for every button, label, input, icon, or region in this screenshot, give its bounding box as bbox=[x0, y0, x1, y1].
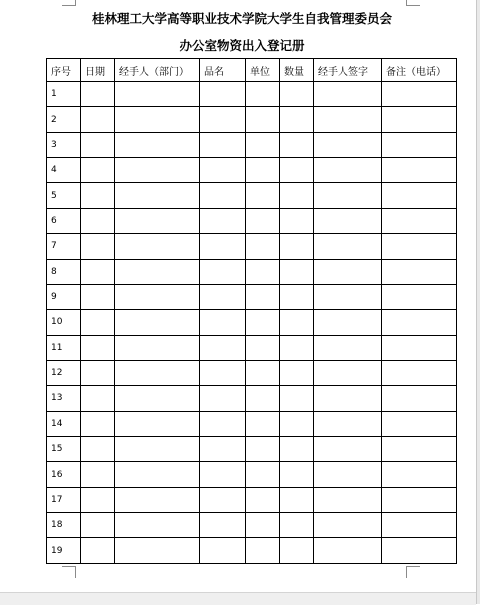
empty-cell bbox=[246, 386, 280, 411]
row-number: 15 bbox=[47, 437, 81, 462]
table-row bbox=[47, 513, 457, 538]
empty-cell bbox=[280, 462, 314, 487]
column-header: 数量 bbox=[280, 59, 314, 82]
empty-cell bbox=[314, 158, 382, 183]
empty-cell bbox=[81, 513, 115, 538]
table-row bbox=[47, 132, 457, 157]
table-header-row bbox=[47, 59, 457, 82]
empty-cell bbox=[81, 208, 115, 233]
empty-cell bbox=[81, 234, 115, 259]
column-header: 日期 bbox=[81, 59, 115, 82]
empty-cell bbox=[81, 132, 115, 157]
empty-cell bbox=[81, 310, 115, 335]
crop-mark-bottom-right-horizontal bbox=[406, 566, 420, 567]
empty-cell bbox=[200, 335, 246, 360]
empty-cell bbox=[115, 335, 200, 360]
empty-cell bbox=[382, 386, 457, 411]
empty-cell bbox=[200, 437, 246, 462]
table-row bbox=[47, 335, 457, 360]
empty-cell bbox=[200, 386, 246, 411]
empty-cell bbox=[280, 310, 314, 335]
document-title: 桂林理工大学高等职业技术学院大学生自我管理委员会 bbox=[91, 11, 392, 26]
empty-cell bbox=[115, 284, 200, 309]
empty-cell bbox=[382, 284, 457, 309]
empty-cell bbox=[314, 310, 382, 335]
empty-cell bbox=[81, 335, 115, 360]
empty-cell bbox=[280, 158, 314, 183]
empty-cell bbox=[115, 487, 200, 512]
empty-cell bbox=[246, 284, 280, 309]
row-number: 19 bbox=[47, 538, 81, 564]
table-row bbox=[47, 462, 457, 487]
empty-cell bbox=[280, 411, 314, 436]
empty-cell bbox=[280, 538, 314, 564]
empty-cell bbox=[81, 158, 115, 183]
empty-cell bbox=[280, 132, 314, 157]
empty-cell bbox=[246, 107, 280, 132]
empty-cell bbox=[115, 386, 200, 411]
empty-cell bbox=[115, 259, 200, 284]
empty-cell bbox=[280, 513, 314, 538]
empty-cell bbox=[200, 208, 246, 233]
empty-cell bbox=[280, 360, 314, 385]
table-row bbox=[47, 411, 457, 436]
crop-mark-bottom-right-vertical bbox=[406, 566, 407, 578]
empty-cell bbox=[314, 437, 382, 462]
table-row bbox=[47, 386, 457, 411]
row-number: 3 bbox=[47, 132, 81, 157]
row-number: 11 bbox=[47, 335, 81, 360]
empty-cell bbox=[382, 158, 457, 183]
empty-cell bbox=[280, 234, 314, 259]
empty-cell bbox=[314, 513, 382, 538]
table-row bbox=[47, 107, 457, 132]
row-number: 1 bbox=[47, 82, 81, 107]
empty-cell bbox=[200, 538, 246, 564]
empty-cell bbox=[280, 259, 314, 284]
empty-cell bbox=[246, 132, 280, 157]
page-edge-right bbox=[476, 0, 480, 604]
empty-cell bbox=[382, 538, 457, 564]
empty-cell bbox=[246, 487, 280, 512]
empty-cell bbox=[314, 208, 382, 233]
empty-cell bbox=[314, 462, 382, 487]
empty-cell bbox=[115, 411, 200, 436]
empty-cell bbox=[81, 437, 115, 462]
row-number: 9 bbox=[47, 284, 81, 309]
empty-cell bbox=[246, 513, 280, 538]
empty-cell bbox=[382, 234, 457, 259]
empty-cell bbox=[200, 183, 246, 208]
table-row bbox=[47, 487, 457, 512]
empty-cell bbox=[81, 360, 115, 385]
empty-cell bbox=[314, 107, 382, 132]
empty-cell bbox=[280, 208, 314, 233]
empty-cell bbox=[115, 513, 200, 538]
empty-cell bbox=[200, 158, 246, 183]
empty-cell bbox=[81, 487, 115, 512]
empty-cell bbox=[314, 360, 382, 385]
table-row bbox=[47, 310, 457, 335]
empty-cell bbox=[115, 158, 200, 183]
row-number: 14 bbox=[47, 411, 81, 436]
empty-cell bbox=[246, 335, 280, 360]
table-row bbox=[47, 158, 457, 183]
empty-cell bbox=[115, 462, 200, 487]
empty-cell bbox=[246, 462, 280, 487]
table-row bbox=[47, 538, 457, 564]
empty-cell bbox=[314, 335, 382, 360]
empty-cell bbox=[81, 462, 115, 487]
row-number: 4 bbox=[47, 158, 81, 183]
empty-cell bbox=[314, 411, 382, 436]
column-header: 单位 bbox=[246, 59, 280, 82]
column-header: 经手人签字 bbox=[314, 59, 382, 82]
empty-cell bbox=[81, 183, 115, 208]
empty-cell bbox=[246, 538, 280, 564]
ledger-table bbox=[46, 58, 457, 564]
empty-cell bbox=[115, 310, 200, 335]
empty-cell bbox=[382, 82, 457, 107]
empty-cell bbox=[314, 487, 382, 512]
empty-cell bbox=[200, 513, 246, 538]
empty-cell bbox=[115, 360, 200, 385]
empty-cell bbox=[314, 132, 382, 157]
empty-cell bbox=[246, 437, 280, 462]
empty-cell bbox=[200, 462, 246, 487]
empty-cell bbox=[382, 437, 457, 462]
empty-cell bbox=[115, 132, 200, 157]
column-header: 序号 bbox=[47, 59, 81, 82]
empty-cell bbox=[382, 183, 457, 208]
empty-cell bbox=[382, 360, 457, 385]
table-row bbox=[47, 437, 457, 462]
row-number: 13 bbox=[47, 386, 81, 411]
crop-mark-bottom-left-horizontal bbox=[62, 566, 76, 567]
column-header: 品名 bbox=[200, 59, 246, 82]
table-row bbox=[47, 234, 457, 259]
empty-cell bbox=[314, 259, 382, 284]
empty-cell bbox=[81, 82, 115, 107]
empty-cell bbox=[246, 234, 280, 259]
empty-cell bbox=[246, 411, 280, 436]
table-row bbox=[47, 259, 457, 284]
empty-cell bbox=[382, 513, 457, 538]
empty-cell bbox=[246, 183, 280, 208]
empty-cell bbox=[382, 335, 457, 360]
empty-cell bbox=[280, 386, 314, 411]
empty-cell bbox=[382, 310, 457, 335]
empty-cell bbox=[314, 234, 382, 259]
empty-cell bbox=[200, 234, 246, 259]
empty-cell bbox=[200, 259, 246, 284]
row-number: 7 bbox=[47, 234, 81, 259]
empty-cell bbox=[81, 538, 115, 564]
column-header: 经手人（部门） bbox=[115, 59, 200, 82]
empty-cell bbox=[200, 487, 246, 512]
empty-cell bbox=[382, 107, 457, 132]
empty-cell bbox=[314, 183, 382, 208]
empty-cell bbox=[280, 335, 314, 360]
empty-cell bbox=[200, 284, 246, 309]
empty-cell bbox=[382, 411, 457, 436]
empty-cell bbox=[200, 360, 246, 385]
crop-mark-bottom-left-vertical bbox=[75, 566, 76, 578]
empty-cell bbox=[200, 411, 246, 436]
row-number: 16 bbox=[47, 462, 81, 487]
empty-cell bbox=[115, 538, 200, 564]
empty-cell bbox=[314, 82, 382, 107]
table-row bbox=[47, 284, 457, 309]
empty-cell bbox=[280, 82, 314, 107]
table-row bbox=[47, 360, 457, 385]
empty-cell bbox=[115, 183, 200, 208]
empty-cell bbox=[200, 107, 246, 132]
empty-cell bbox=[314, 386, 382, 411]
document-subtitle: 办公室物资出入登记册 bbox=[179, 38, 305, 53]
crop-mark-top-right-horizontal bbox=[406, 5, 420, 6]
empty-cell bbox=[81, 284, 115, 309]
empty-cell bbox=[200, 310, 246, 335]
row-number: 18 bbox=[47, 513, 81, 538]
empty-cell bbox=[81, 107, 115, 132]
empty-cell bbox=[246, 360, 280, 385]
empty-cell bbox=[382, 208, 457, 233]
empty-cell bbox=[382, 487, 457, 512]
row-number: 5 bbox=[47, 183, 81, 208]
row-number: 8 bbox=[47, 259, 81, 284]
empty-cell bbox=[280, 183, 314, 208]
empty-cell bbox=[115, 208, 200, 233]
empty-cell bbox=[382, 132, 457, 157]
empty-cell bbox=[115, 234, 200, 259]
empty-cell bbox=[246, 310, 280, 335]
empty-cell bbox=[280, 107, 314, 132]
empty-cell bbox=[200, 132, 246, 157]
row-number: 12 bbox=[47, 360, 81, 385]
table-row bbox=[47, 208, 457, 233]
empty-cell bbox=[382, 259, 457, 284]
row-number: 17 bbox=[47, 487, 81, 512]
empty-cell bbox=[280, 284, 314, 309]
table-body bbox=[47, 82, 457, 564]
row-number: 2 bbox=[47, 107, 81, 132]
row-number: 10 bbox=[47, 310, 81, 335]
empty-cell bbox=[81, 259, 115, 284]
empty-cell bbox=[115, 107, 200, 132]
table-row bbox=[47, 82, 457, 107]
empty-cell bbox=[246, 208, 280, 233]
empty-cell bbox=[246, 259, 280, 284]
table-row bbox=[47, 183, 457, 208]
empty-cell bbox=[280, 487, 314, 512]
empty-cell bbox=[246, 158, 280, 183]
empty-cell bbox=[314, 538, 382, 564]
crop-mark-top-left-horizontal bbox=[62, 5, 76, 6]
empty-cell bbox=[382, 462, 457, 487]
empty-cell bbox=[115, 82, 200, 107]
page-edge-bottom bbox=[0, 592, 476, 605]
empty-cell bbox=[115, 437, 200, 462]
empty-cell bbox=[314, 284, 382, 309]
empty-cell bbox=[81, 386, 115, 411]
empty-cell bbox=[280, 437, 314, 462]
empty-cell bbox=[81, 411, 115, 436]
row-number: 6 bbox=[47, 208, 81, 233]
column-header: 备注（电话） bbox=[382, 59, 457, 82]
empty-cell bbox=[246, 82, 280, 107]
empty-cell bbox=[200, 82, 246, 107]
